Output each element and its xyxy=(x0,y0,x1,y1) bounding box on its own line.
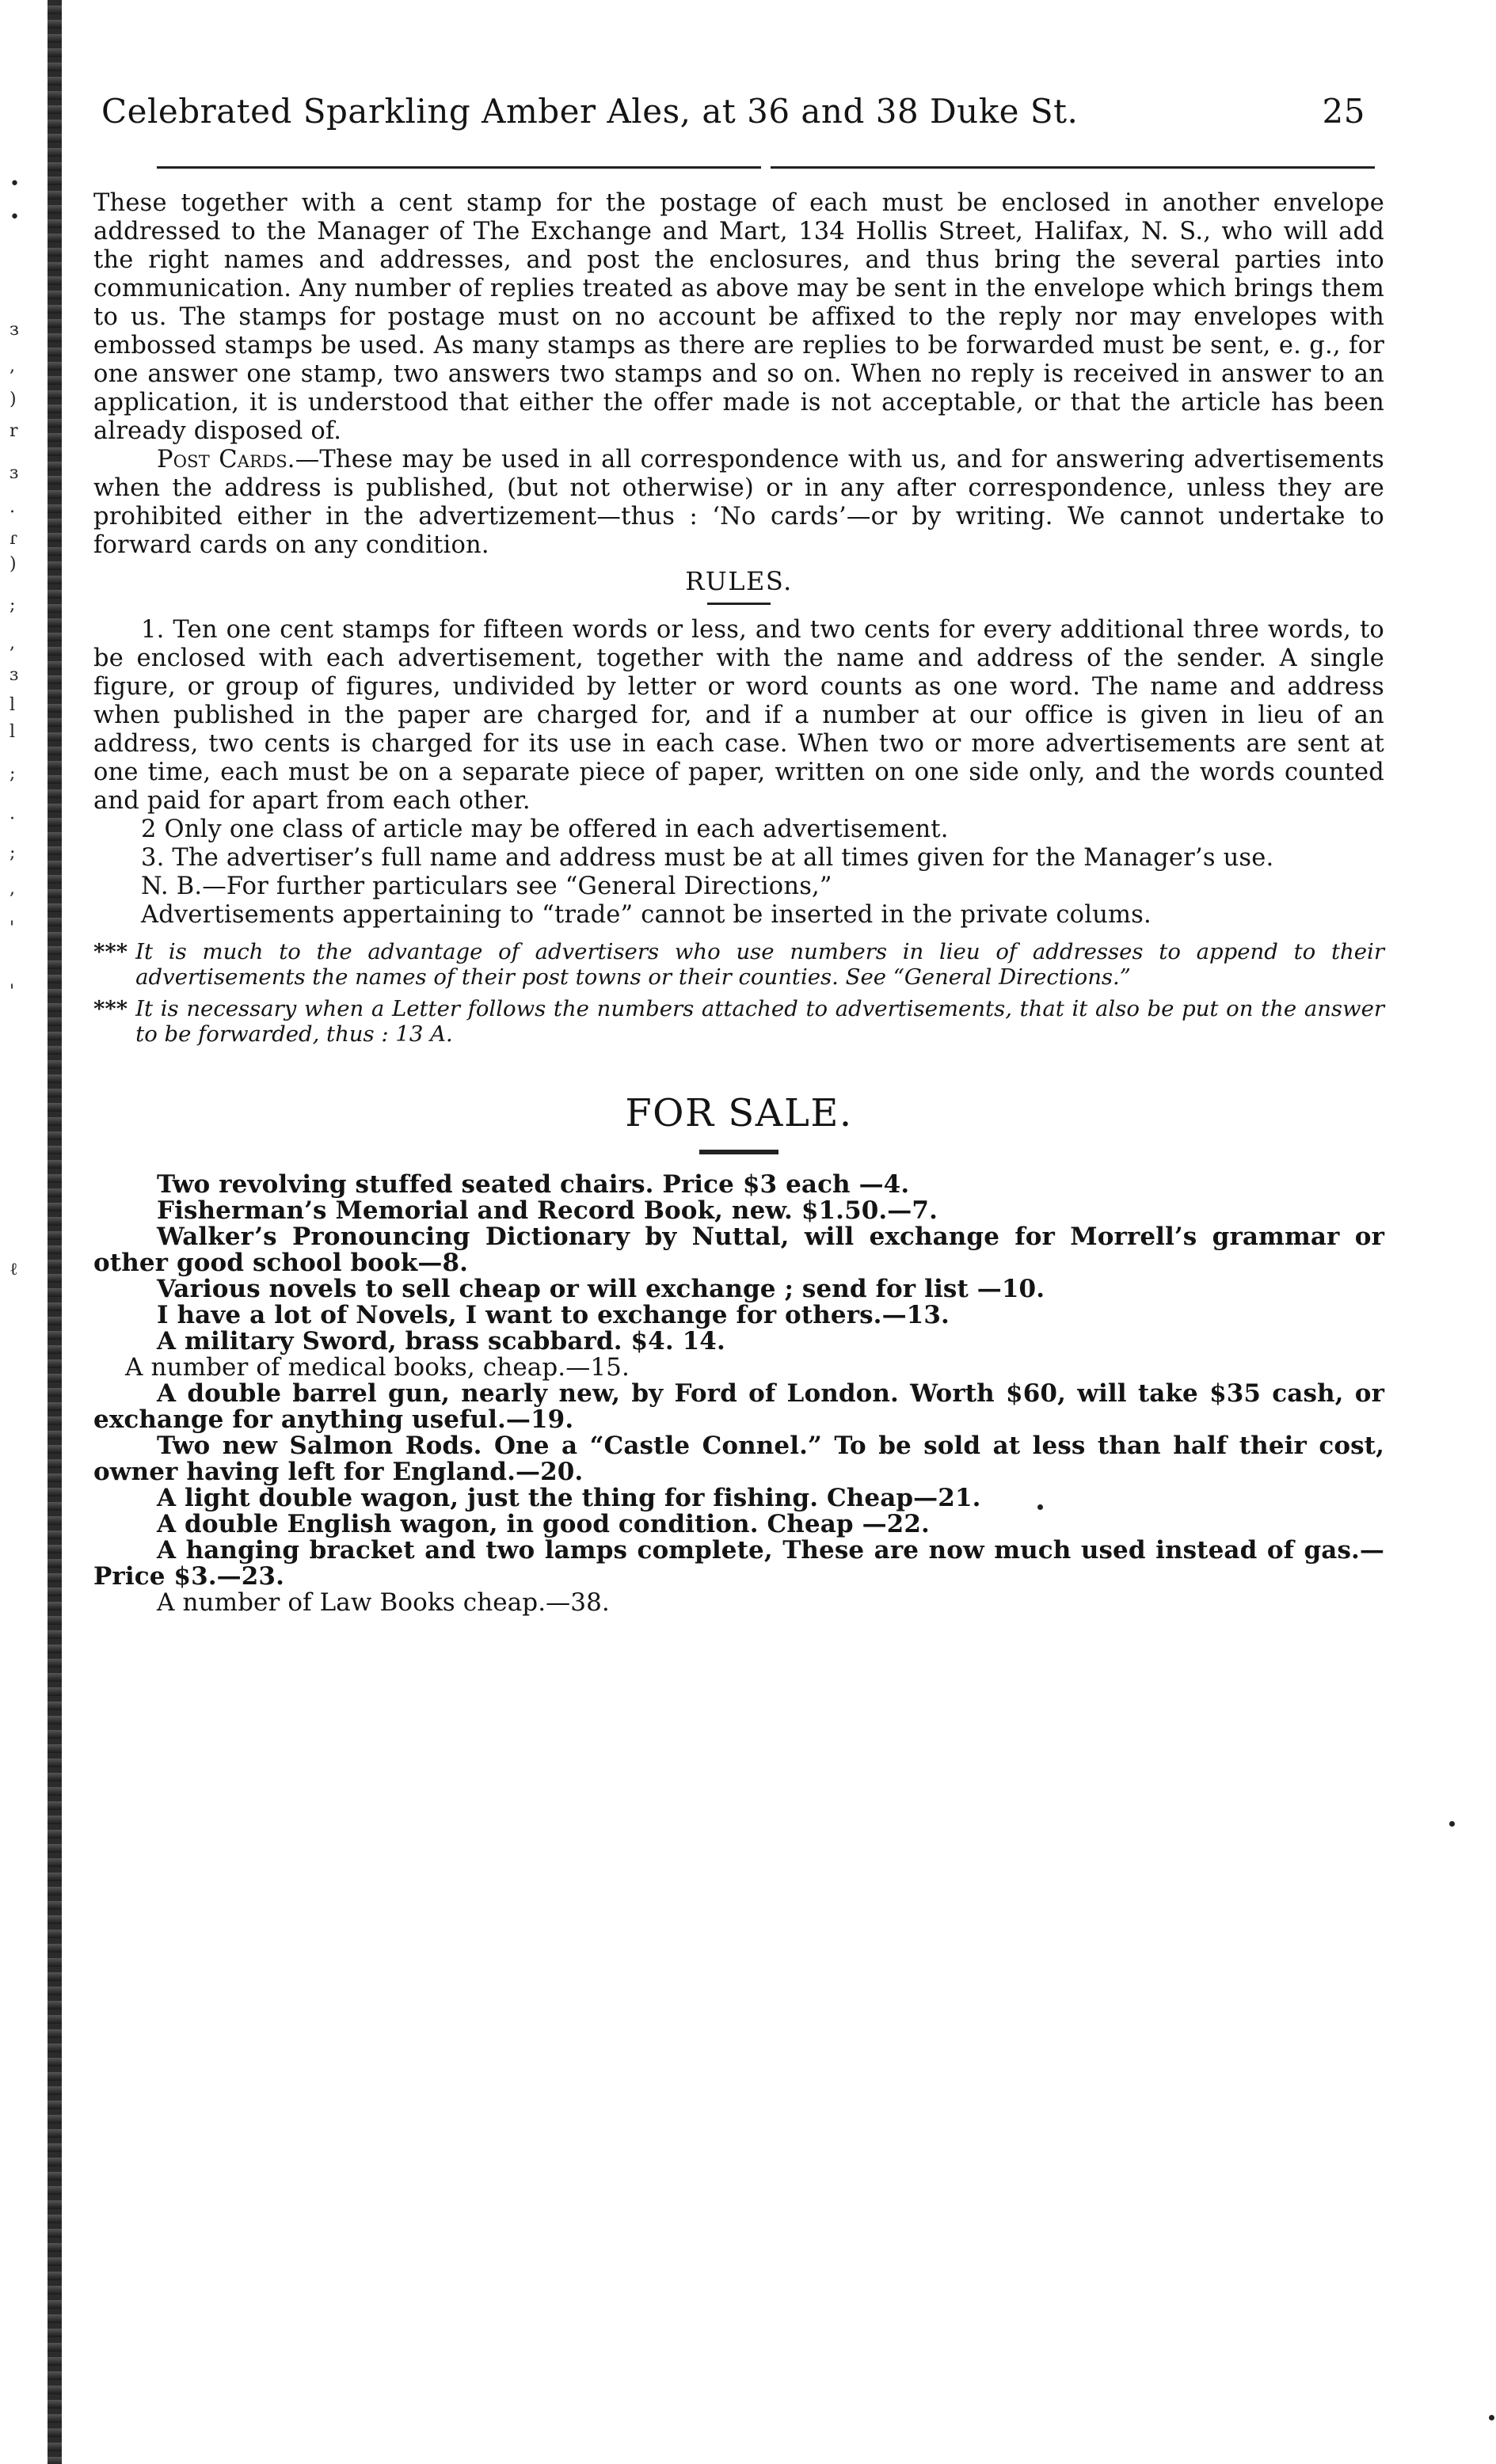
note-text: It is much to the advantage of advertisers who use numbers in lieu of addresses to append to their advertisements the names of their post towns or their counties. See “General Directions.” xyxy=(135,939,1384,990)
sale-item: A double English wagon, in good condition. Cheap —22. xyxy=(157,1510,930,1538)
for-sale-list xyxy=(93,1172,1384,1616)
sale-item: A light double wagon, just the thing for fishing. Cheap—21. xyxy=(157,1484,981,1512)
speck-mark xyxy=(1489,2415,1494,2420)
rules-notes xyxy=(93,939,1384,1047)
for-sale-rule xyxy=(699,1150,778,1154)
header-rule-right xyxy=(771,166,1375,169)
asterism-icon: *** xyxy=(93,939,128,964)
sale-item: A hanging bracket and two lamps complete, These are now much used instead of gas.—Price $3.—23. xyxy=(93,1536,1384,1591)
note-text: It is necessary when a Letter follows the numbers attached to advertisements, that it also be put on the answer to be forwarded, thus : 13 A. xyxy=(135,996,1384,1047)
sale-item: Fisherman’s Memorial and Record Book, new. $1.50.—7. xyxy=(157,1196,938,1225)
header-rule-left xyxy=(157,166,761,169)
rule-item: N. B.—For further particulars see “General Directions,” xyxy=(141,873,832,900)
post-cards-paragraph xyxy=(93,446,1384,560)
rule-item: 1. Ten one cent stamps for fifteen words or less, and two cents for every additional three words, to be enclosed with each advertisement, together with the name and address of the sender. A single figure, or group of figures, undivided by letter or word counts as one word. The name and address when published in the paper are charged for, and if a number at our office is given in lieu of an address, two cents is charged for its use in each case. When two or more advertisements are sent at one time, each must be on a separate piece of paper, written on one side only, and the words counted and paid for apart from each other. xyxy=(93,616,1384,815)
speck-mark xyxy=(1449,1821,1455,1827)
page-number: 25 xyxy=(1322,92,1365,131)
asterism-icon: *** xyxy=(93,996,128,1021)
rules-rule xyxy=(707,603,771,605)
document-page xyxy=(93,92,1385,1617)
sale-item: A military Sword, brass scabbard. $4. 14. xyxy=(157,1327,725,1356)
rule-item: Advertisements appertaining to “trade” cannot be inserted in the private colums. xyxy=(141,901,1152,929)
rule-item: 2 Only one class of article may be offered in each advertisement. xyxy=(141,816,949,843)
running-header xyxy=(93,92,1384,131)
sale-item: Two new Salmon Rods. One a “Castle Connel.” To be sold at less than half their cost, owner having left for England.—20. xyxy=(93,1432,1384,1486)
sale-item: A double barrel gun, nearly new, by Ford of London. Worth $60, will take $35 cash, or exchange for anything useful.—19. xyxy=(93,1379,1384,1434)
rule-item: 3. The advertiser’s full name and address must be at all times given for the Manager’s use. xyxy=(141,844,1274,872)
running-title: Celebrated Sparkling Amber Ales, at 36 and 38 Duke St. xyxy=(101,92,1079,131)
note-item xyxy=(93,939,1384,990)
rules-heading: RULES. xyxy=(685,566,793,596)
for-sale-heading: FOR SALE. xyxy=(625,1091,853,1135)
page-gutter-marks: • • з , ) r ɜ . ɾ ) ; , ɜ l l ; · ; , ' ' ℓ xyxy=(10,174,20,1280)
rules-section xyxy=(93,616,1384,930)
sale-item: Walker’s Pronouncing Dictionary by Nuttal, will exchange for Morrell’s grammar or other good school book—8. xyxy=(93,1222,1384,1277)
post-cards-label: Post Cards. xyxy=(157,446,295,473)
instructions-section xyxy=(93,189,1384,560)
intro-paragraph: These together with a cent stamp for the postage of each must be enclosed in another envelope addressed to the Manager of The Exchange and Mart, 134 Hollis Street, Halifax, N. S., who will add the right names and addresses, and post the enclosures, and thus bring the several parties into communication. Any number of replies treated as above may be sent in the envelope which brings them to us. The stamps for postage must on no account be affixed to the reply nor may envelopes with embossed stamps be used. As many stamps as there are replies to be forwarded must be sent, e. g., for one answer one stamp, two answers two stamps and so on. When no reply is received in answer to an application, it is understood that either the offer made is not acceptable, or that the article has been already disposed of. xyxy=(93,189,1384,445)
header-rule xyxy=(157,166,1375,169)
sale-item: Two revolving stuffed seated chairs. Price $3 each —4. xyxy=(157,1170,910,1199)
sale-item: A number of medical books, cheap.—15. xyxy=(125,1353,630,1382)
speck-mark xyxy=(1037,1504,1043,1510)
page-binding-edge xyxy=(48,0,62,2464)
post-cards-text: —These may be used in all correspondence with us, and for answering advertisements when the address is published, (but not otherwise) or in any after correspondence, unless they are prohibited either in the advertizement—thus : ‘No cards’—or by writing. We cannot undertake to forward cards on any condition. xyxy=(93,446,1385,559)
sale-item: A number of Law Books cheap.—38. xyxy=(157,1588,610,1617)
sale-item: Various novels to sell cheap or will exchange ; send for list —10. xyxy=(157,1275,1045,1303)
note-item xyxy=(93,996,1384,1047)
sale-item: I have a lot of Novels, I want to exchange for others.—13. xyxy=(157,1301,950,1329)
